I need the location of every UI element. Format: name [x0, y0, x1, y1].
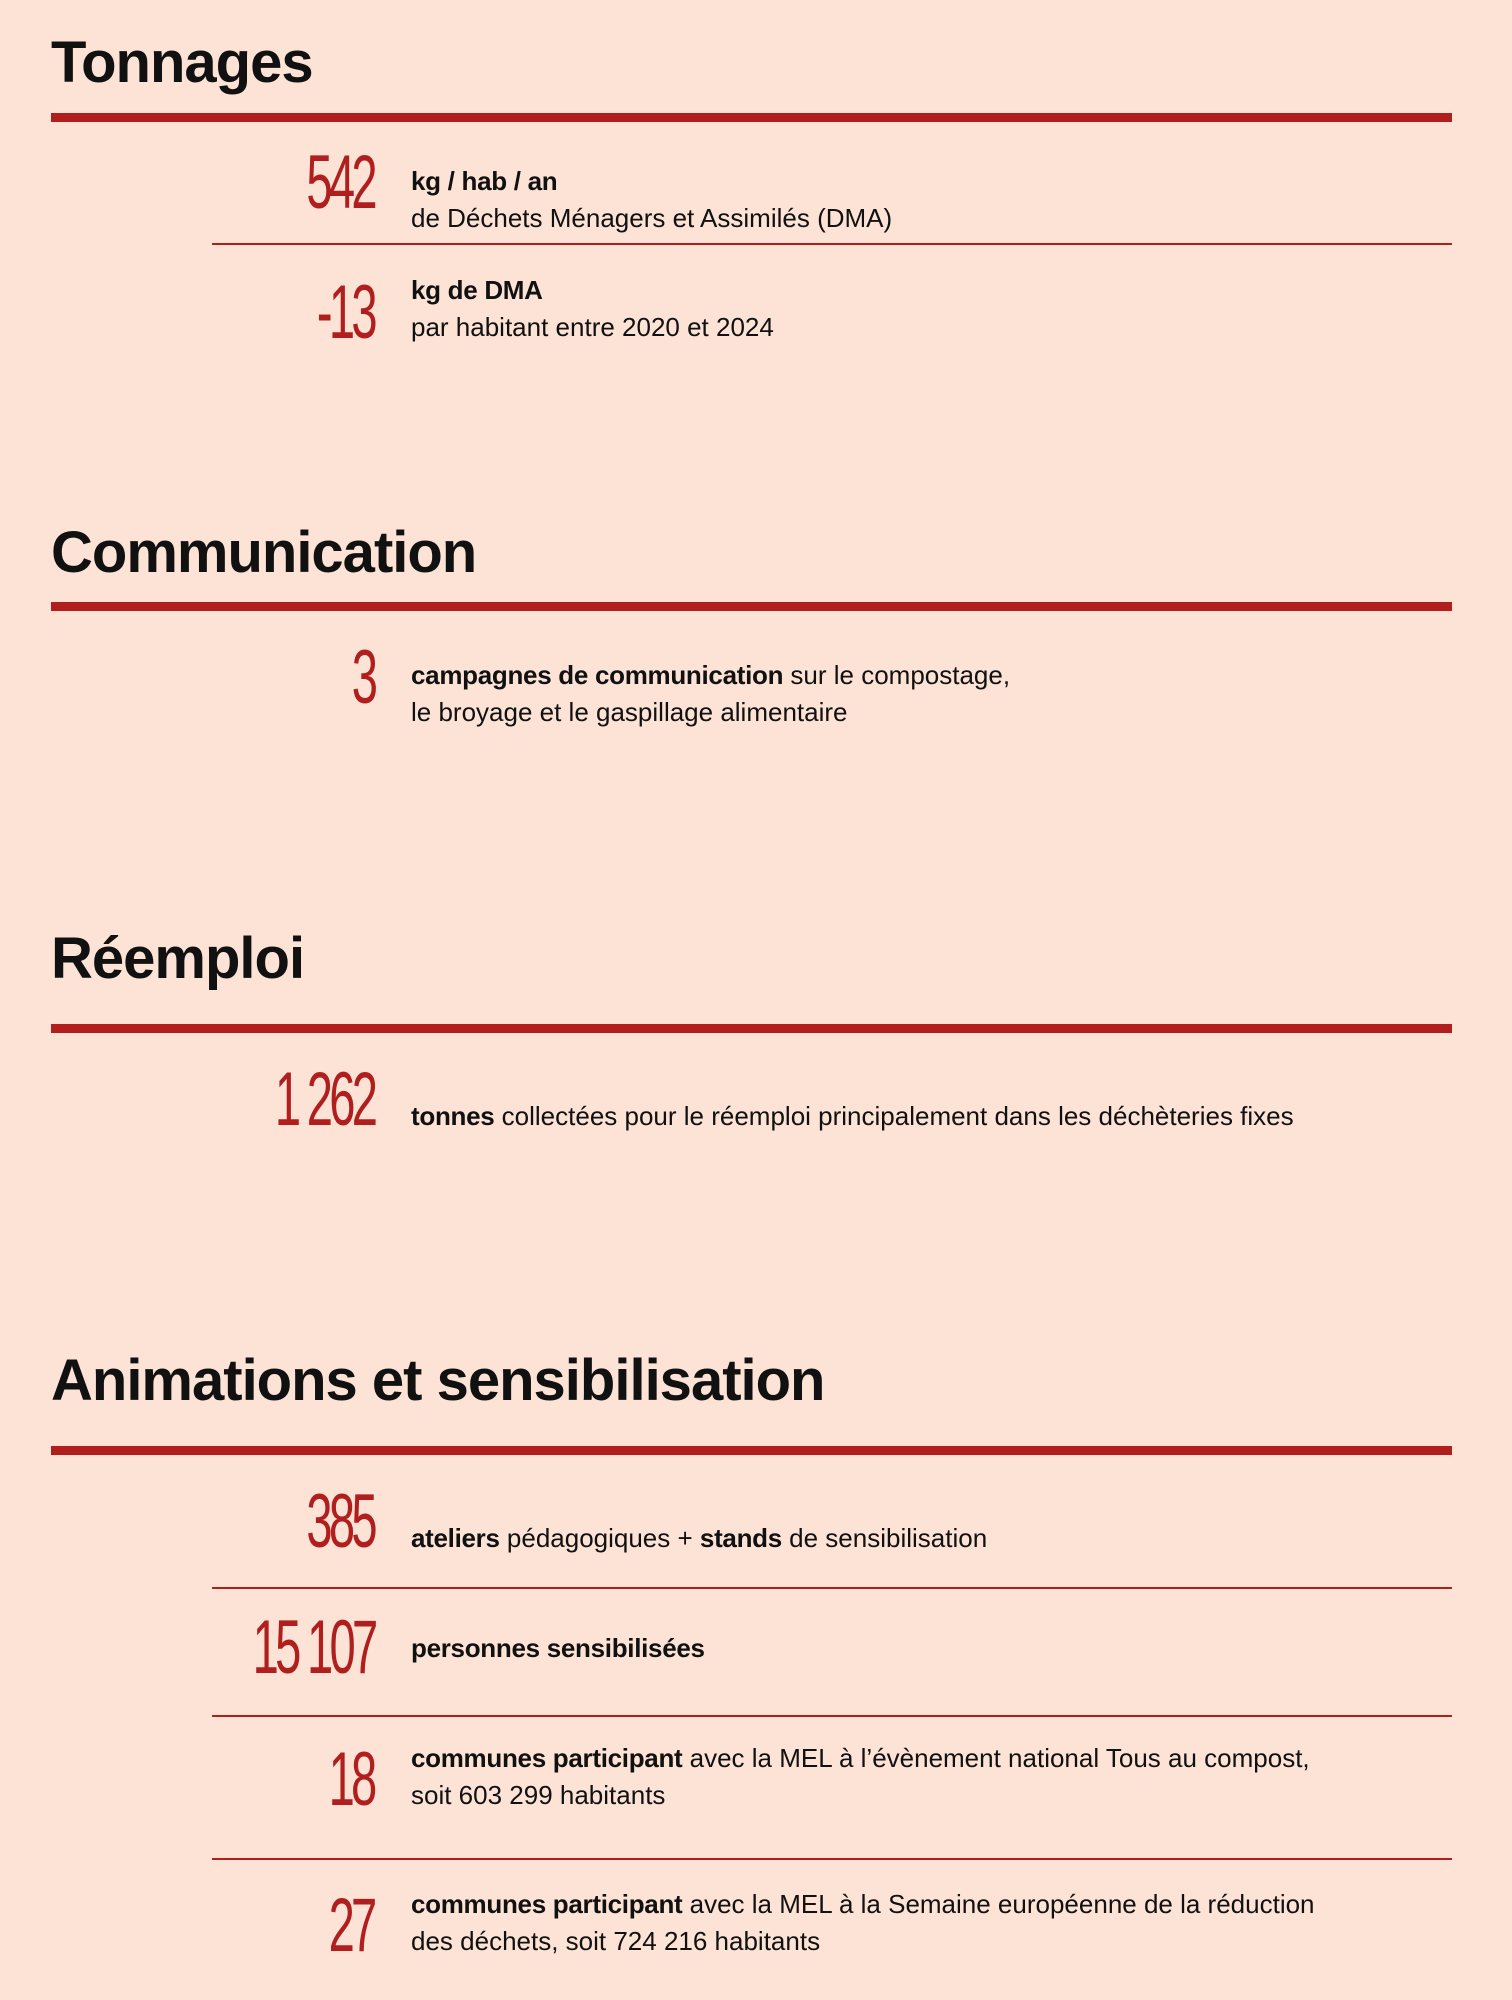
stat-detail: pédagogiques +	[499, 1523, 700, 1553]
row-divider	[212, 1587, 1452, 1589]
stat-description	[411, 1520, 987, 1557]
stat-number: 27	[329, 1883, 374, 1968]
stat-label: ateliers	[411, 1523, 500, 1553]
row-divider	[212, 243, 1452, 245]
stat-number: 18	[329, 1737, 374, 1822]
stat-label: communes participant	[411, 1889, 683, 1919]
stat-label: personnes sensibilisées	[411, 1633, 705, 1663]
stat-detail: sur le compostage,	[783, 660, 1011, 690]
stat-description	[411, 1740, 1310, 1814]
stat-label: communes participant	[411, 1743, 683, 1773]
section-rule-tonnages	[51, 113, 1452, 122]
section-title-communication: Communication	[51, 520, 477, 585]
stat-number: 3	[351, 635, 374, 720]
stat-number: 542	[306, 140, 374, 225]
section-rule-animations	[51, 1446, 1452, 1455]
stat-detail: soit 603 299 habitants	[411, 1780, 666, 1810]
stat-number: 15 107	[252, 1605, 374, 1690]
stat-detail: de sensibilisation	[781, 1523, 988, 1553]
section-title-tonnages: Tonnages	[51, 30, 313, 95]
stat-detail: collectées pour le réemploi principalement dans les déchèteries fixes	[494, 1101, 1294, 1131]
stat-detail: avec la MEL à la Semaine européenne de la réduction	[682, 1889, 1315, 1919]
stat-description	[411, 657, 1010, 731]
stat-description	[411, 1886, 1315, 1960]
stat-label: kg de DMA	[411, 275, 543, 305]
stat-detail: le broyage et le gaspillage alimentaire	[411, 697, 848, 727]
stat-description	[411, 272, 774, 346]
section-rule-reemploi	[51, 1024, 1452, 1033]
stat-detail: des déchets, soit 724 216 habitants	[411, 1926, 821, 1956]
stat-label: kg / hab / an	[411, 166, 558, 196]
stat-description	[411, 163, 892, 237]
row-divider	[212, 1715, 1452, 1717]
stat-detail: par habitant entre 2020 et 2024	[411, 312, 774, 342]
stat-number: 385	[306, 1479, 374, 1564]
row-divider	[212, 1858, 1452, 1860]
stat-detail: avec la MEL à l’évènement national Tous au compost,	[682, 1743, 1310, 1773]
stat-number: 1 262	[274, 1057, 374, 1142]
stat-label: tonnes	[411, 1101, 495, 1131]
stat-description	[411, 1630, 705, 1667]
stat-number: -13	[317, 270, 374, 355]
section-title-reemploi: Réemploi	[51, 926, 305, 991]
stat-label: campagnes de communication	[411, 660, 784, 690]
section-title-animations: Animations et sensibilisation	[51, 1348, 825, 1413]
stat-detail: de Déchets Ménagers et Assimilés (DMA)	[411, 203, 893, 233]
stat-label: stands	[699, 1523, 782, 1553]
stat-description	[411, 1098, 1294, 1135]
section-rule-communication	[51, 602, 1452, 611]
